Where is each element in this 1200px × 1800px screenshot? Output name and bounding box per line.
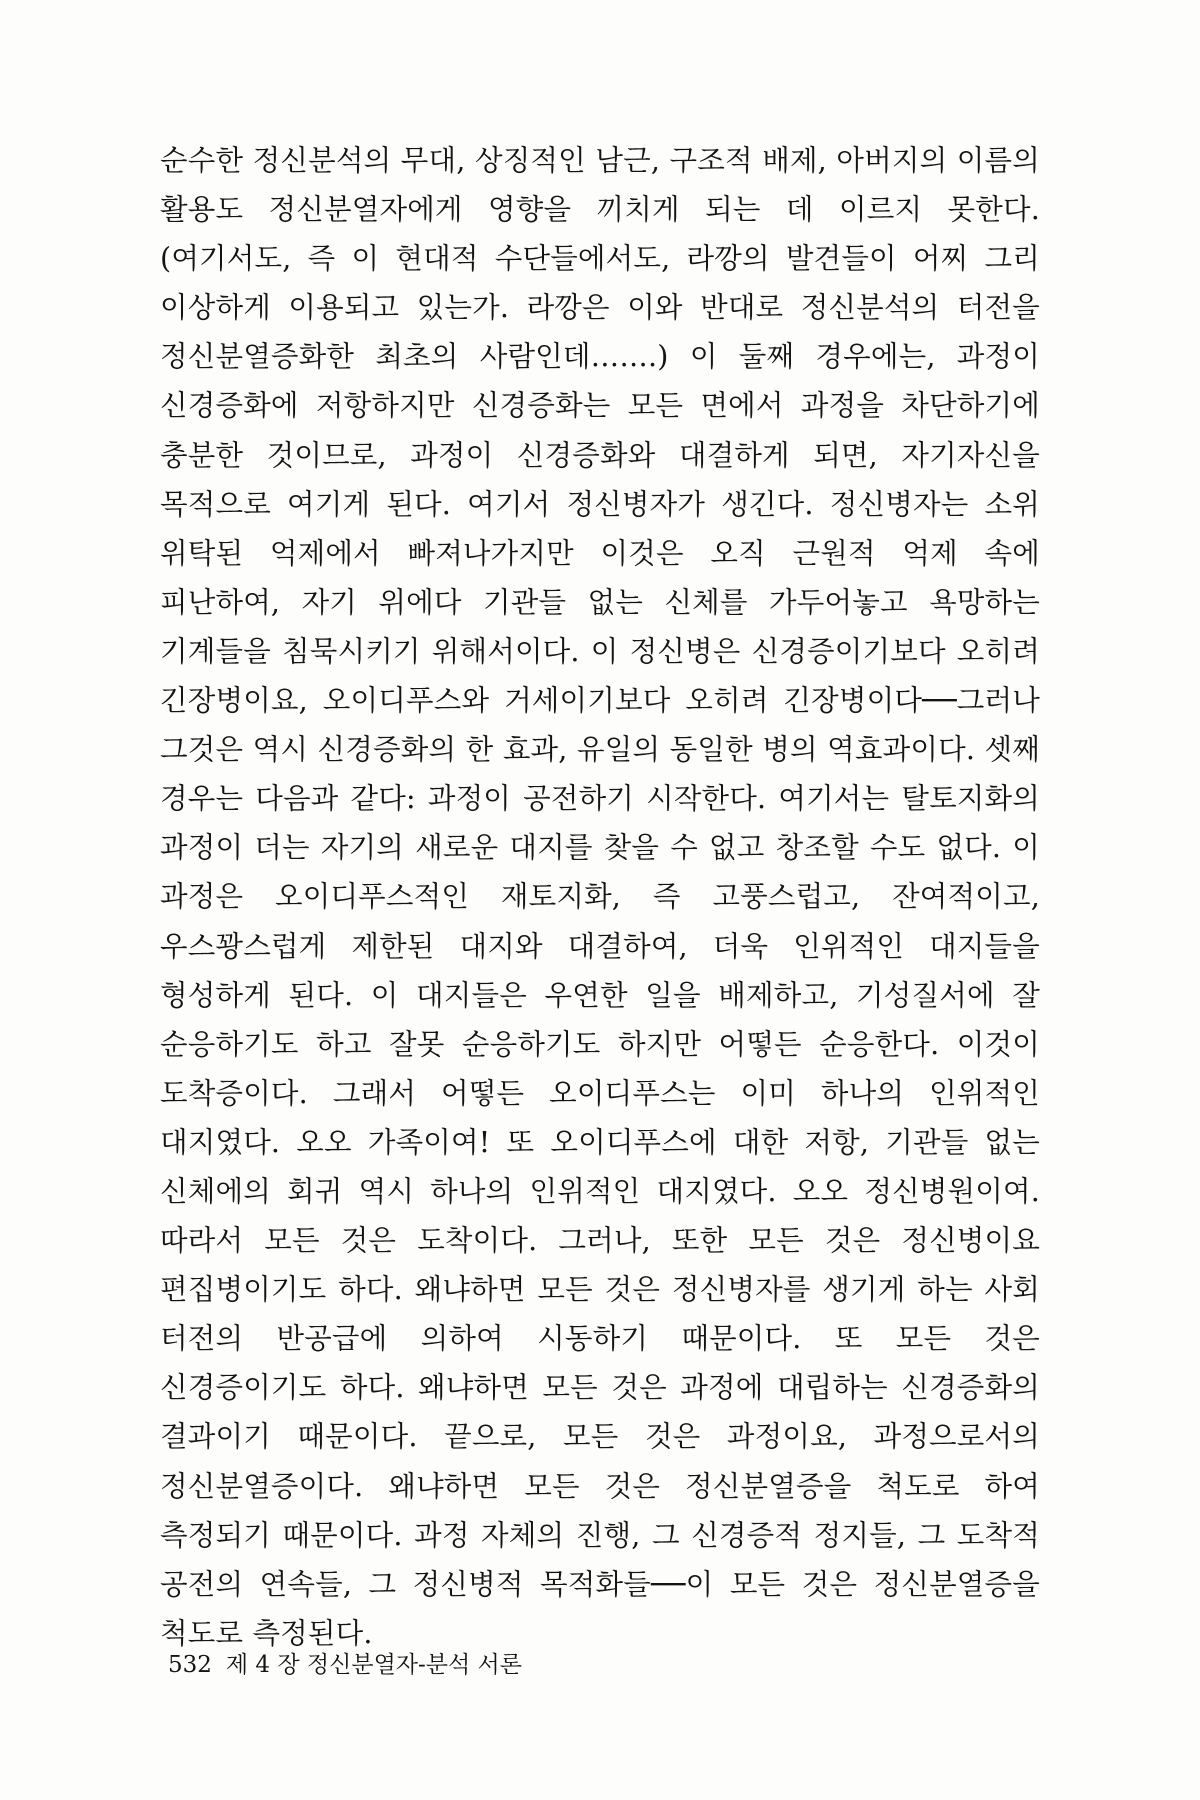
page-footer [168,1646,522,1679]
body-paragraph: 순수한 정신분석의 무대, 상징적인 남근, 구조적 배제, 아버지의 이름의 활용도 정신분열자에게 영향을 끼치게 되는 데 이르지 못한다. (여기서도, 즉 이 현대적 수단들에서도, 라깡의 발견들이 어찌 그리 이상하게 이용되고 있는가. 라깡은 이와 반대로 정신분석의 터전을 정신분열증화한 최초의 사람인데…….) 이 둘째 경우에는, 과정이 신경증화에 저항하지만 신경증화는 모든 면에서 과정을 차단하기에 충분한 것이므로, 과정이 신경증화와 대결하게 되면, 자기자신을 목적으로 여기게 된다. 여기서 정신병자가 생긴다. 정신병자는 소위 위탁된 억제에서 빠져나가지만 이것은 오직 근원적 억제 속에 피난하여, 자기 위에다 기관들 없는 신체를 가두어놓고 욕망하는 기계들을 침묵시키기 위해서이다. 이 정신병은 신경증이기보다 오히려 긴장병이요, 오이디푸스와 거세이기보다 오히려 긴장병이다──그러나 그것은 역시 신경증화의 한 효과, 유일의 동일한 병의 역효과이다. 셋째 경우는 다음과 같다: 과정이 공전하기 시작한다. 여기서는 탈토지화의 과정이 더는 자기의 새로운 대지를 찾을 수 없고 창조할 수도 없다. 이 과정은 오이디푸스적인 재토지화, 즉 고풍스럽고, 잔여적이고, 우스꽝스럽게 제한된 대지와 대결하여, 더욱 인위적인 대지들을 형성하게 된다. 이 대지들은 우연한 일을 배제하고, 기성질서에 잘 순응하기도 하고 잘못 순응하기도 하지만 어떻든 순응한다. 이것이 도착증이다. 그래서 어떻든 오이디푸스는 이미 하나의 인위적인 대지였다. 오오 가족이여! 또 오이디푸스에 대한 저항, 기관들 없는 신체에의 회귀 역시 하나의 인위적인 대지였다. 오오 정신병원이여. 따라서 모든 것은 도착이다. 그러나, 또한 모든 것은 정신병이요 편집병이기도 하다. 왜냐하면 모든 것은 정신병자를 생기게 하는 사회 터전의 반공급에 의하여 시동하기 때문이다. 또 모든 것은 신경증이기도 하다. 왜냐하면 모든 것은 과정에 대립하는 신경증화의 결과이기 때문이다. 끝으로, 모든 것은 과정이요, 과정으로서의 정신분열증이다. 왜냐하면 모든 것은 정신분열증을 척도로 하여 측정되기 때문이다. 과정 자체의 진행, 그 신경증적 정지들, 그 도착적 공전의 연속들, 그 정신병적 목적화들──이 모든 것은 정신분열증을 척도로 측정된다. [160,144,1040,1650]
page-number: 532 [168,1652,212,1678]
running-head: 제 4 장 정신분열자-분석 서론 [225,1652,522,1678]
